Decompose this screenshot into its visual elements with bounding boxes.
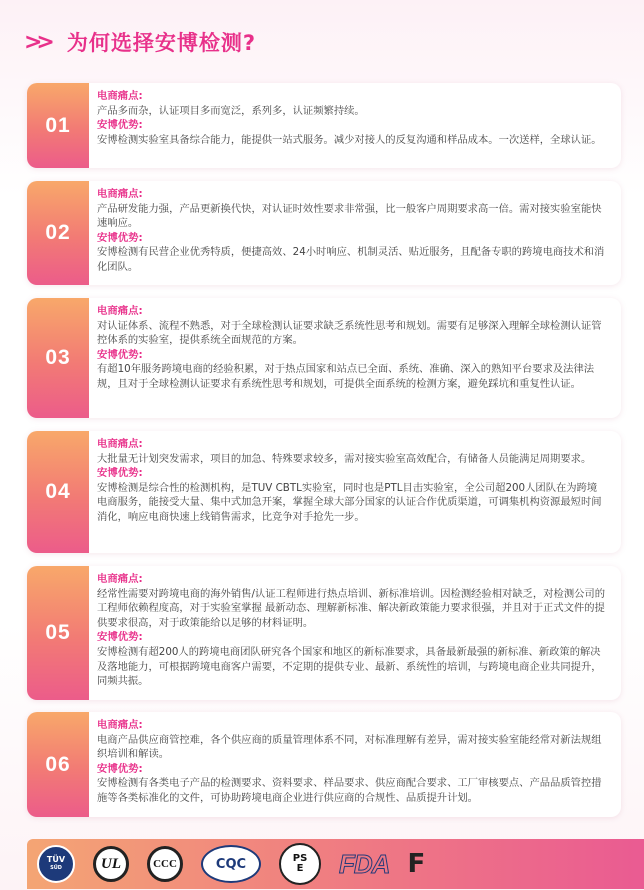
pse-logo-top: PS (292, 853, 308, 864)
tuv-logo-text: TÜV (46, 855, 66, 864)
pain-label: 电商痛点: (97, 305, 143, 317)
reason-card-05 (27, 566, 621, 700)
partial-logo-text: F (407, 849, 426, 879)
reason-card-04 (27, 431, 621, 553)
card-body (97, 572, 607, 689)
pain-label: 电商痛点: (97, 90, 143, 102)
card-number: 03 (27, 298, 89, 418)
fda-logo (339, 849, 389, 880)
ccc-logo (147, 846, 183, 882)
pain-text: 经常性需要对跨境电商的海外销售/认证工程师进行热点培训、新标准培训。因检测经验相对缺乏，对检测公司的工程师依赖程度高，对于实验室掌握 最新动态、理解新标准、解决新政策能力要求很强，并且对于正式文件的提供要求很高，对于政策能给以足够的材料证明。 (97, 587, 606, 629)
advantage-text: 安博检测有超200人的跨境电商团队研究各个国家和地区的新标准要求，具备最新最强的新标准、新政策的解决及落地能力，可根据跨境电商客户需要，不定期的提供专业、最新、系统性的培训，与跨境电商企业共同提升，同频共振。 (97, 645, 602, 688)
advantage-label: 安博优势: (97, 231, 143, 244)
advantage-text: 安博检测是综合性的检测机构，是TUV CBTL实验室，同时也是PTL目击实验室，全公司超200人团队在为跨境电商服务，能接受大量、集中式加急开案，掌握全球大部分国家的认证合作优质渠道，可调集机构资源最短时间消化，响应电商快速上线销售需求，比竞争对手抢先一步。 (97, 481, 602, 523)
card-number: 01 (27, 83, 89, 168)
pain-label: 电商痛点: (97, 438, 143, 450)
advantage-text: 安博检测实验室具备综合能力，能提供一站式服务。减少对接人的反复沟通和样品成本。一次送样，全球认证。 (97, 133, 602, 146)
ul-logo (93, 846, 129, 882)
advantage-label: 安博优势: (97, 467, 143, 480)
double-chevron-icon: >> (24, 29, 49, 55)
advantage-label: 安博优势: (97, 762, 143, 775)
advantage-text: 安博检测有各类电子产品的检测要求、资料要求、样品要求、供应商配合要求、工厂审核要点、产品品质管控措施等各类标准化的文件，可协助跨境电商企业进行供应商的合规性、品质提升计划。 (97, 777, 602, 804)
pain-label: 电商痛点: (97, 188, 143, 200)
reason-card-01 (27, 83, 621, 168)
reason-card-06 (27, 712, 621, 817)
tuv-logo-subtext: SÜD (50, 865, 62, 871)
ccc-logo-text: CCC (153, 858, 177, 870)
pse-logo (279, 843, 321, 885)
advantage-label: 安博优势: (97, 631, 143, 644)
partial-logo (407, 849, 425, 879)
card-number: 06 (27, 712, 89, 817)
advantage-text: 有超10年服务跨境电商的经验积累，对于热点国家和站点已全面、系统、准确、深入的熟知平台要求及法律法规，且对于全球检测认证要求有系统性思考和规划，可提供全面系统的检测方案，避免踩坑和重复性认证。 (97, 363, 595, 390)
pain-text: 产品多而杂，认证项目多而宽泛，系列多，认证频繁持续。 (97, 104, 365, 117)
advantage-label: 安博优势: (97, 348, 143, 361)
reason-card-02 (27, 181, 621, 285)
card-body (97, 304, 607, 392)
pain-text: 产品研发能力强，产品更新换代快，对认证时效性要求非常强，比一般客户周期要求高一倍。需对接实验室能快速响应。 (97, 202, 602, 230)
pain-label: 电商痛点: (97, 573, 143, 585)
card-number: 04 (27, 431, 89, 553)
card-body (97, 437, 607, 525)
pse-logo-bottom: E (296, 863, 304, 874)
card-body (97, 89, 607, 147)
page-title: 为何选择安博检测? (66, 31, 257, 55)
card-number: 05 (27, 566, 89, 700)
ul-logo-text: UL (101, 855, 121, 872)
reason-card-03 (27, 298, 621, 418)
pain-label: 电商痛点: (97, 719, 143, 731)
advantage-text: 安博检测有民营企业优秀特质，便捷高效、24小时响应、机制灵活、贴近服务，且配备专职的跨境电商技术和消化团队。 (97, 246, 605, 273)
cqc-logo-text: CQC (215, 856, 247, 872)
pain-text: 电商产品供应商管控难，各个供应商的质量管理体系不同，对标准理解有差异，需对接实验室能经常对新法规组织培训和解读。 (97, 733, 602, 761)
page-header (24, 24, 256, 60)
tuv-sud-logo (37, 845, 75, 883)
cqc-logo (201, 845, 261, 883)
pain-text: 对认证体系、流程不熟悉，对于全球检测认证要求缺乏系统性思考和规划。需要有足够深入理解全球检测认证管控体系的实验室，提供系统全面规范的方案。 (97, 319, 602, 347)
advantage-label: 安博优势: (97, 119, 143, 132)
card-body (97, 718, 607, 806)
fda-logo-text: FDA (339, 848, 390, 879)
pain-text: 大批量无计划突发需求，项目的加急、特殊要求较多，需对接实验室高效配合，有储备人员能满足周期要求。 (97, 452, 592, 465)
card-number: 02 (27, 181, 89, 285)
certification-logo-strip (27, 839, 644, 889)
card-body (97, 187, 607, 275)
